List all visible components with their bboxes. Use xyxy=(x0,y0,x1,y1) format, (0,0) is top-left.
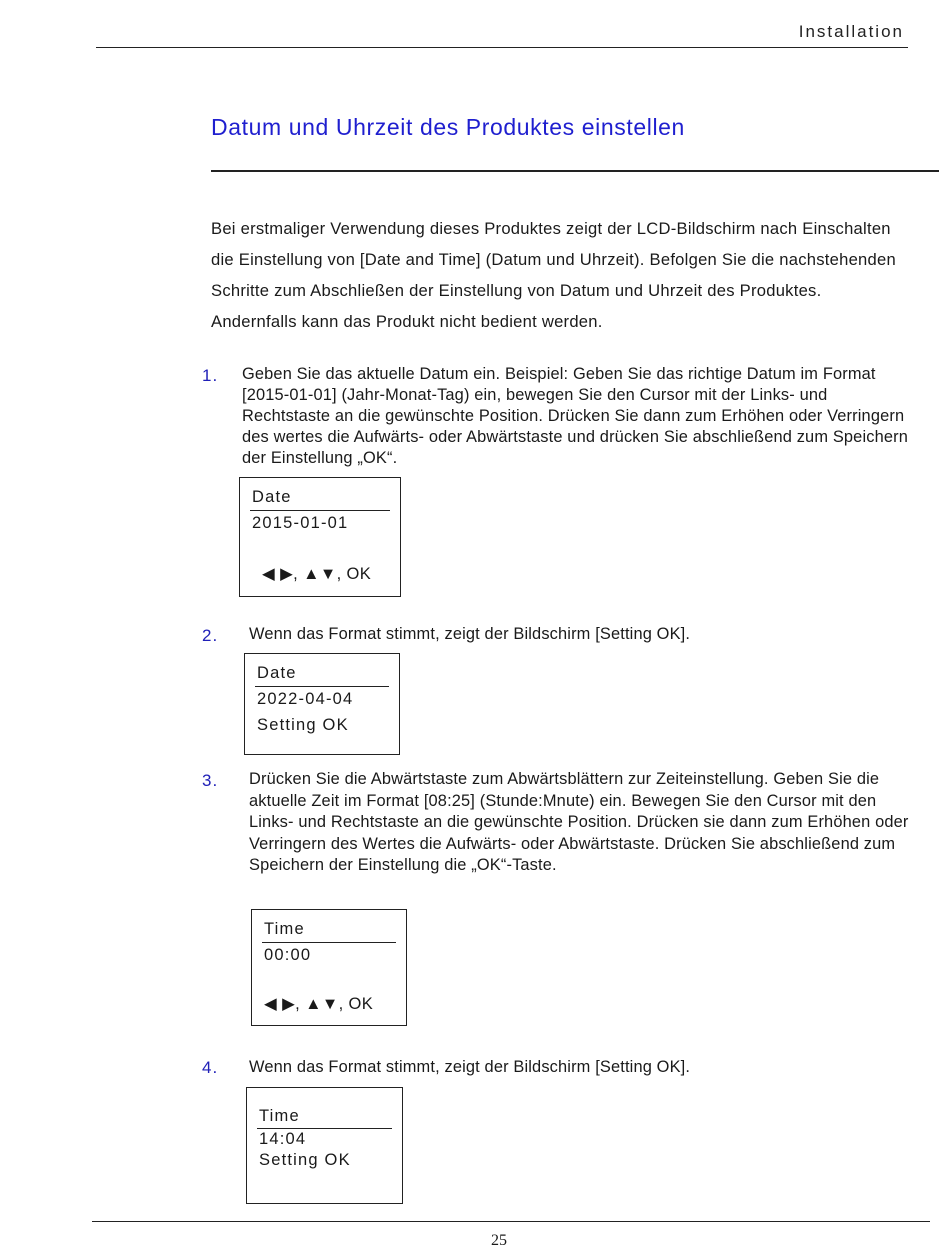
lcd-heading: Time xyxy=(264,920,305,938)
footer-divider xyxy=(92,1221,930,1222)
lcd-value: 14:04 xyxy=(259,1130,307,1148)
lcd-divider xyxy=(262,942,396,943)
lcd-heading: Time xyxy=(259,1107,300,1125)
lcd-status: Setting OK xyxy=(259,1151,351,1169)
lcd-status: Setting OK xyxy=(257,716,349,734)
header-divider xyxy=(96,47,908,48)
lcd-divider xyxy=(250,510,390,511)
running-header: Installation xyxy=(798,22,904,41)
step-4-text: Wenn das Format stimmt, zeigt der Bildschirm [Setting OK]. xyxy=(249,1058,691,1076)
title-divider xyxy=(211,170,939,172)
lcd-heading: Date xyxy=(257,664,297,682)
step-4-number: 4. xyxy=(202,1058,219,1077)
page-number: 25 xyxy=(491,1232,507,1249)
step-3-number: 3. xyxy=(202,771,219,790)
lcd-value: 2015-01-01 xyxy=(252,514,349,532)
lcd-time-entry xyxy=(251,909,407,1026)
step-1-text: Geben Sie das aktuelle Datum ein. Beispiel: Geben Sie das richtige Datum im Format [2015-01-01] (Jahr-Monat-Tag) ein, bewegen Sie den Cursor mit der Links- und Rechtstaste an die gewünschte Position. Drücken Sie dann zum Erhöhen oder Verringern des wertes die Aufwärts- oder Abwärtstaste und drücken Sie abschließend zum Speichern der Einstellung „OK“. xyxy=(242,365,908,467)
lcd-heading: Date xyxy=(252,488,292,506)
lcd-date-confirm xyxy=(244,653,400,755)
lcd-value: 2022-04-04 xyxy=(257,690,354,708)
lcd-date-entry xyxy=(239,477,401,597)
section-title: Datum und Uhrzeit des Produktes einstellen xyxy=(211,114,685,140)
lcd-value: 00:00 xyxy=(264,946,312,964)
lcd-nav-keys: ◀ ▶, ▲▼, OK xyxy=(264,995,374,1013)
lcd-time-confirm xyxy=(246,1087,403,1204)
lcd-divider xyxy=(255,686,389,687)
lcd-divider xyxy=(257,1128,392,1129)
step-3-text: Drücken Sie die Abwärtstaste zum Abwärtsblättern zur Zeiteinstellung. Geben Sie die aktuelle Zeit im Format [08:25] (Stunde:Mnute) ein. Bewegen Sie den Cursor mit den Links- und Rechtstaste an die gewünschte Position. Drücken sie dann zum Erhöhen oder Verringern des Wertes die Aufwärts- oder Abwärtstaste. Drücken Sie abschließend zum Speichern der Einstellung die „OK“-Taste. xyxy=(249,770,909,874)
lcd-nav-keys: ◀ ▶, ▲▼, OK xyxy=(262,565,372,583)
step-1-number: 1. xyxy=(202,366,219,385)
intro-paragraph: Bei erstmaliger Verwendung dieses Produktes zeigt der LCD-Bildschirm nach Einschalten die Einstellung von [Date and Time] (Datum und Uhrzeit). Befolgen Sie die nachstehenden Schritte zum Abschließen der Einstellung von Datum und Uhrzeit des Produktes. Andernfalls kann das Produkt nicht bedient werden. xyxy=(211,219,896,331)
step-2-number: 2. xyxy=(202,626,219,645)
step-2-text: Wenn das Format stimmt, zeigt der Bildschirm [Setting OK]. xyxy=(249,625,691,643)
